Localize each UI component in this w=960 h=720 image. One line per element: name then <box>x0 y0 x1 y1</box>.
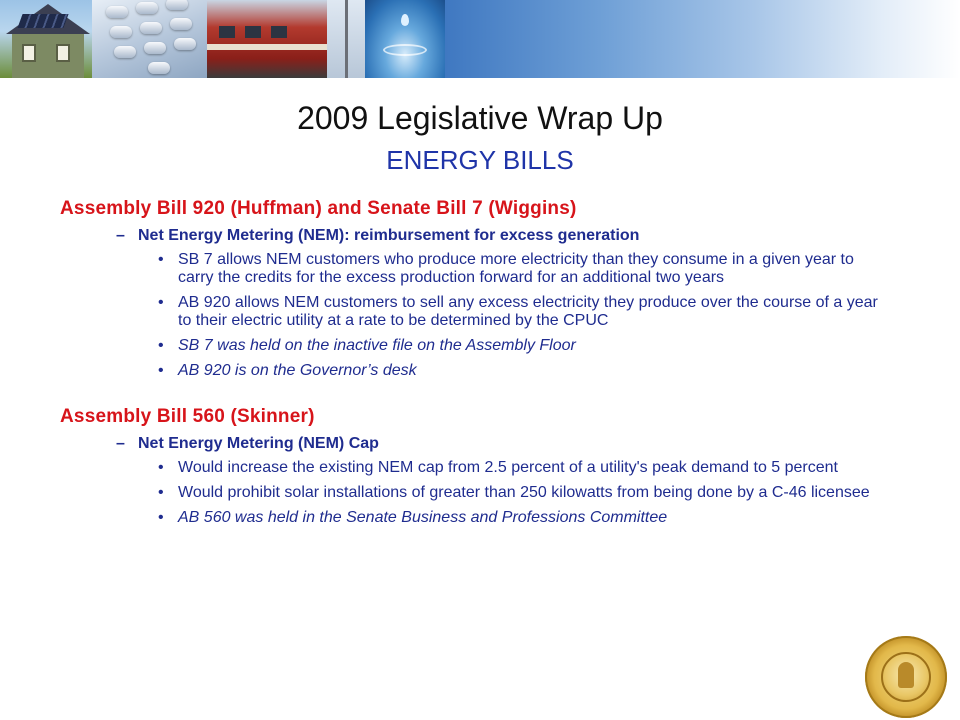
bullet-text: AB 920 is on the Governor’s desk <box>178 362 417 379</box>
bullet-text: Would increase the existing NEM cap from 2.5 percent of a utility's peak demand to 5 percent <box>178 459 838 476</box>
bullet-item <box>60 337 920 355</box>
slide-title: 2009 Legislative Wrap Up <box>297 100 663 136</box>
water-drop-image <box>365 0 445 78</box>
bullet-marker: • <box>158 509 164 526</box>
bullet-marker: • <box>158 337 164 354</box>
house-solar-image <box>0 0 92 78</box>
bullet-marker: • <box>158 362 164 379</box>
bullet-text: SB 7 allows NEM customers who produce more electricity than they consume in a given year to carry the credits for the excess production forward for an additional two years <box>178 251 854 286</box>
bullet-item <box>60 509 920 527</box>
crossing-pole-image <box>327 0 365 78</box>
header-banner <box>0 0 960 78</box>
bullet-marker: • <box>158 251 164 268</box>
section-spacer <box>60 387 920 405</box>
dash-marker: – <box>116 227 125 244</box>
topic-text: Net Energy Metering (NEM) Cap <box>138 435 379 452</box>
bullet-item <box>60 362 920 380</box>
bullet-text: AB 920 allows NEM customers to sell any excess electricity they produce over the course of a year to their electric utility at a rate to be determined by the CPUC <box>178 294 878 329</box>
topic-item <box>60 226 920 246</box>
california-puc-seal-icon <box>865 636 947 718</box>
bullet-list <box>60 251 920 380</box>
bill-heading: Assembly Bill 560 (Skinner) <box>60 406 315 427</box>
bullet-list <box>60 459 920 527</box>
bullet-text: SB 7 was held on the inactive file on the Assembly Floor <box>178 337 576 354</box>
dash-marker: – <box>116 435 125 452</box>
slide-subtitle: ENERGY BILLS <box>386 145 574 175</box>
bill-heading: Assembly Bill 920 (Huffman) and Senate Bill 7 (Wiggins) <box>60 198 577 219</box>
bill-section <box>60 197 920 380</box>
bullet-item <box>60 459 920 477</box>
phone-keypad-image <box>92 0 207 78</box>
topic-text: Net Energy Metering (NEM): reimbursement for excess generation <box>138 227 640 244</box>
bullet-text: Would prohibit solar installations of greater than 250 kilowatts from being done by a C-46 licensee <box>178 484 870 501</box>
bullet-marker: • <box>158 294 164 311</box>
bullet-text: AB 560 was held in the Senate Business and Professions Committee <box>178 509 668 526</box>
bill-section <box>60 405 920 527</box>
bullet-marker: • <box>158 459 164 476</box>
slide-content <box>60 197 920 534</box>
bullet-item <box>60 484 920 502</box>
train-image <box>207 0 327 78</box>
bullet-marker: • <box>158 484 164 501</box>
banner-gradient <box>445 0 960 78</box>
topic-item <box>60 434 920 454</box>
bullet-item <box>60 251 920 287</box>
bullet-item <box>60 294 920 330</box>
